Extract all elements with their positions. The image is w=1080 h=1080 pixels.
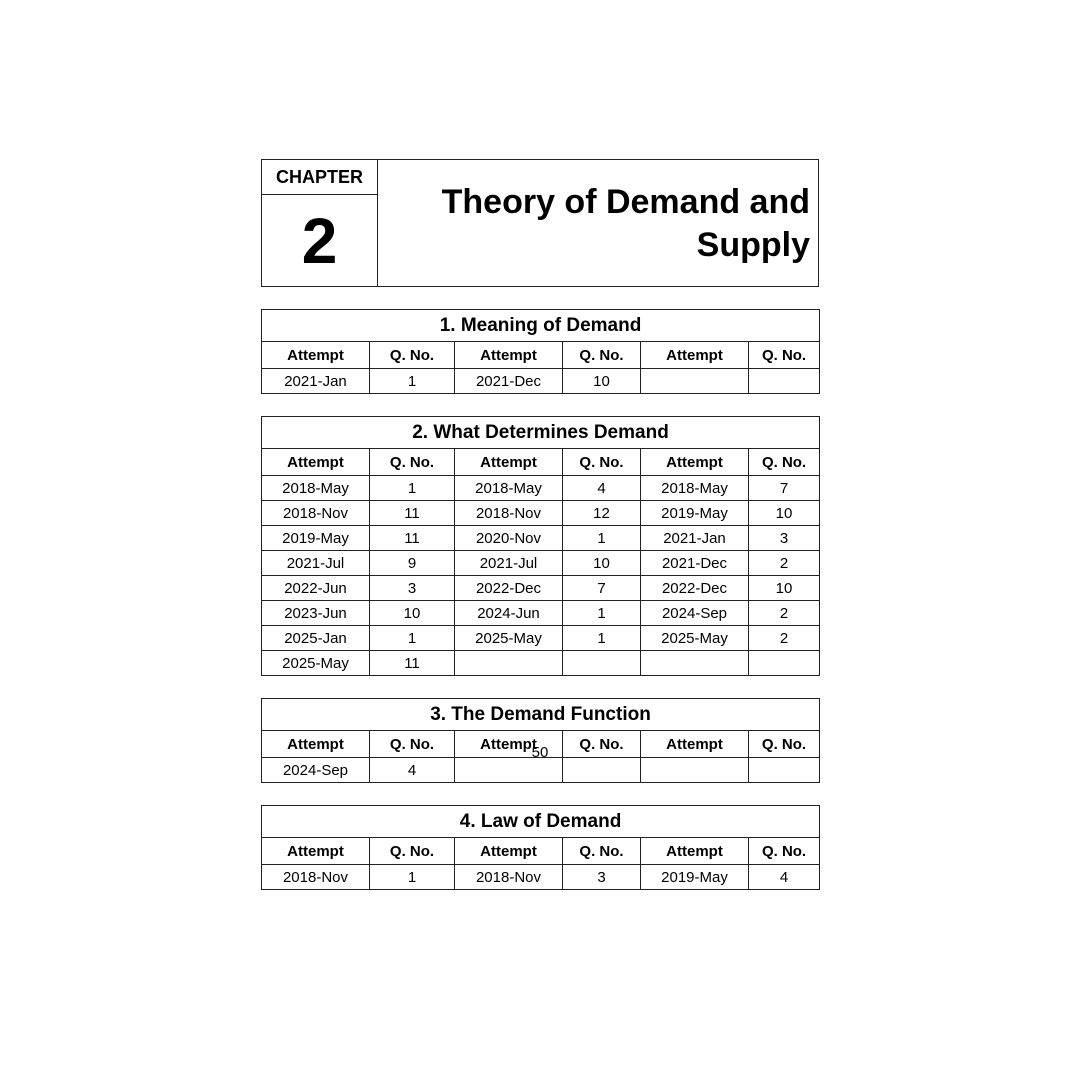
table-row xyxy=(262,865,820,890)
question-number-cell xyxy=(749,369,820,394)
question-number-cell xyxy=(563,651,641,676)
question-number-cell: 1 xyxy=(563,626,641,651)
attempt-column-header: Attempt xyxy=(262,342,370,369)
question-number-cell: 7 xyxy=(749,476,820,501)
question-number-cell: 3 xyxy=(749,526,820,551)
section-table xyxy=(261,309,820,394)
question-number-column-header: Q. No. xyxy=(370,449,455,476)
attempt-cell xyxy=(641,758,749,783)
question-number-cell: 1 xyxy=(370,626,455,651)
question-number-column-header: Q. No. xyxy=(370,838,455,865)
table-row xyxy=(262,601,820,626)
chapter-number: 2 xyxy=(301,204,338,277)
question-number-cell: 10 xyxy=(370,601,455,626)
question-number-cell: 7 xyxy=(563,576,641,601)
chapter-title xyxy=(442,181,810,267)
attempt-cell xyxy=(455,758,563,783)
attempt-column-header: Attempt xyxy=(455,838,563,865)
question-number-cell: 2 xyxy=(749,551,820,576)
attempt-cell: 2021-Jul xyxy=(262,551,370,576)
question-number-column-header: Q. No. xyxy=(749,342,820,369)
question-number-cell: 2 xyxy=(749,626,820,651)
attempt-cell: 2021-Dec xyxy=(641,551,749,576)
question-number-cell: 12 xyxy=(563,501,641,526)
attempt-cell: 2025-May xyxy=(455,626,563,651)
attempt-cell xyxy=(455,651,563,676)
question-number-cell: 1 xyxy=(370,476,455,501)
attempt-column-header: Attempt xyxy=(641,342,749,369)
column-header-row xyxy=(262,838,820,865)
section-title: 1. Meaning of Demand xyxy=(262,310,820,342)
table-row xyxy=(262,501,820,526)
question-number-column-header: Q. No. xyxy=(370,731,455,758)
attempt-cell: 2022-Jun xyxy=(262,576,370,601)
question-number-cell: 1 xyxy=(563,601,641,626)
attempt-cell: 2018-May xyxy=(455,476,563,501)
question-number-cell: 2 xyxy=(749,601,820,626)
chapter-number-block xyxy=(262,160,378,286)
attempt-cell: 2024-Sep xyxy=(262,758,370,783)
table-row xyxy=(262,758,820,783)
attempt-cell: 2018-Nov xyxy=(455,865,563,890)
attempt-cell: 2022-Dec xyxy=(455,576,563,601)
question-number-cell: 10 xyxy=(563,551,641,576)
table-row xyxy=(262,526,820,551)
attempt-cell xyxy=(641,651,749,676)
question-number-cell: 9 xyxy=(370,551,455,576)
section-table xyxy=(261,698,820,783)
chapter-title-line-1: Theory of Demand and xyxy=(441,183,810,221)
table-row xyxy=(262,576,820,601)
attempt-cell: 2018-May xyxy=(262,476,370,501)
question-number-column-header: Q. No. xyxy=(749,449,820,476)
section-title: 2. What Determines Demand xyxy=(262,417,820,449)
section-title: 4. Law of Demand xyxy=(262,806,820,838)
table-row xyxy=(262,551,820,576)
attempt-cell: 2018-Nov xyxy=(262,501,370,526)
question-number-column-header: Q. No. xyxy=(563,731,641,758)
attempt-cell: 2019-May xyxy=(262,526,370,551)
question-number-cell: 10 xyxy=(749,501,820,526)
attempt-cell: 2020-Nov xyxy=(455,526,563,551)
attempt-column-header: Attempt xyxy=(455,731,563,758)
attempt-cell: 2021-Dec xyxy=(455,369,563,394)
attempt-cell: 2024-Jun xyxy=(455,601,563,626)
attempt-column-header: Attempt xyxy=(641,449,749,476)
attempt-column-header: Attempt xyxy=(262,731,370,758)
table-row xyxy=(262,626,820,651)
chapter-label: CHAPTER xyxy=(262,160,377,195)
attempt-column-header: Attempt xyxy=(641,838,749,865)
question-number-cell xyxy=(749,758,820,783)
question-number-cell: 11 xyxy=(370,501,455,526)
question-number-column-header: Q. No. xyxy=(749,731,820,758)
question-number-cell: 1 xyxy=(370,865,455,890)
question-number-cell: 4 xyxy=(749,865,820,890)
attempt-cell: 2025-May xyxy=(641,626,749,651)
attempt-column-header: Attempt xyxy=(262,449,370,476)
table-row xyxy=(262,369,820,394)
question-number-cell: 1 xyxy=(370,369,455,394)
question-number-column-header: Q. No. xyxy=(563,838,641,865)
question-number-column-header: Q. No. xyxy=(563,449,641,476)
section-table xyxy=(261,416,820,676)
column-header-row xyxy=(262,449,820,476)
attempt-column-header: Attempt xyxy=(641,731,749,758)
attempt-column-header: Attempt xyxy=(262,838,370,865)
question-number-column-header: Q. No. xyxy=(370,342,455,369)
section-table xyxy=(261,805,820,890)
attempt-cell: 2019-May xyxy=(641,865,749,890)
table-row xyxy=(262,651,820,676)
attempt-cell: 2021-Jan xyxy=(262,369,370,394)
question-number-cell: 1 xyxy=(563,526,641,551)
question-number-cell: 4 xyxy=(563,476,641,501)
table-row xyxy=(262,476,820,501)
attempt-cell: 2018-Nov xyxy=(262,865,370,890)
question-number-cell: 4 xyxy=(370,758,455,783)
document-page xyxy=(261,159,819,890)
question-number-column-header: Q. No. xyxy=(563,342,641,369)
attempt-cell: 2025-Jan xyxy=(262,626,370,651)
page-number: 50 xyxy=(531,744,549,761)
attempt-cell: 2022-Dec xyxy=(641,576,749,601)
question-number-cell: 10 xyxy=(563,369,641,394)
attempt-cell: 2025-May xyxy=(262,651,370,676)
question-number-cell: 11 xyxy=(370,526,455,551)
attempt-cell xyxy=(641,369,749,394)
question-number-cell: 3 xyxy=(370,576,455,601)
attempt-cell: 2023-Jun xyxy=(262,601,370,626)
attempt-cell: 2018-Nov xyxy=(455,501,563,526)
attempt-column-header: Attempt xyxy=(455,449,563,476)
chapter-header xyxy=(261,159,819,287)
attempt-cell: 2018-May xyxy=(641,476,749,501)
attempt-cell: 2019-May xyxy=(641,501,749,526)
attempt-cell: 2021-Jul xyxy=(455,551,563,576)
question-number-column-header: Q. No. xyxy=(749,838,820,865)
chapter-title-block xyxy=(378,160,818,286)
question-number-cell: 10 xyxy=(749,576,820,601)
question-number-cell xyxy=(749,651,820,676)
sections-container xyxy=(261,309,819,890)
chapter-title-line-2: Supply xyxy=(696,226,810,264)
question-number-cell xyxy=(563,758,641,783)
attempt-column-header: Attempt xyxy=(455,342,563,369)
attempt-cell: 2021-Jan xyxy=(641,526,749,551)
question-number-cell: 3 xyxy=(563,865,641,890)
attempt-cell: 2024-Sep xyxy=(641,601,749,626)
question-number-cell: 11 xyxy=(370,651,455,676)
section-title: 3. The Demand Function xyxy=(262,699,820,731)
column-header-row xyxy=(262,342,820,369)
